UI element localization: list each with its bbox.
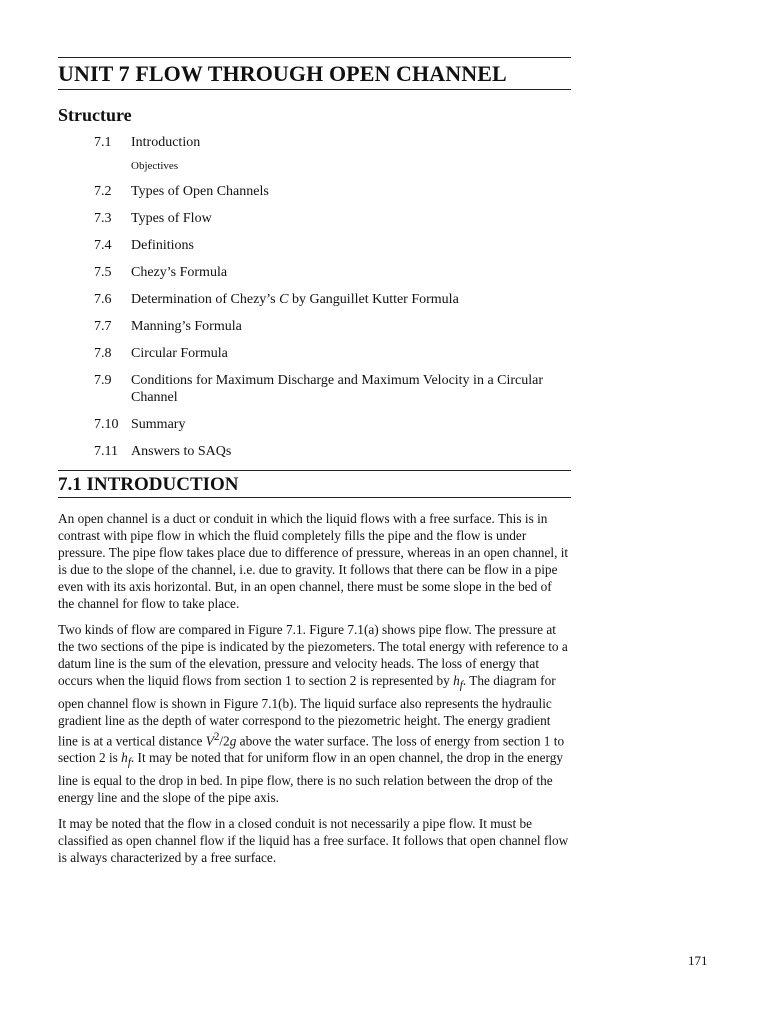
toc-item <box>94 416 571 433</box>
toc-number: 7.5 <box>94 265 112 280</box>
toc-text-part: Determination of Chezy’s <box>131 292 280 307</box>
section-bottom-rule <box>58 497 571 498</box>
toc-item <box>94 291 571 308</box>
paragraph-text: . The diagram for open channel flow is shown in Figure 7.1(b). The liquid surface also represents the hydraulic gradient line as the depth of water correspond to the piezometric height. The energy gradient line is at a vertical distance <box>58 673 556 749</box>
toc-item <box>94 345 571 362</box>
title-rule <box>58 89 571 90</box>
symbol-sub-f: f <box>127 756 131 769</box>
toc-subitem: Objectives <box>131 160 179 172</box>
toc-item <box>94 264 571 281</box>
toc-text-part: by Ganguillet Kutter Formula <box>288 292 459 307</box>
toc-text: Types of Open Channels <box>131 184 269 199</box>
toc-text: Conditions for Maximum Discharge and Maximum Velocity in a Circular Channel <box>131 373 544 405</box>
symbol-h: h <box>121 750 128 766</box>
page-content <box>58 57 571 875</box>
toc-item <box>94 372 571 406</box>
toc-item <box>94 134 571 151</box>
toc-text: Answers to SAQs <box>131 444 232 459</box>
toc-item <box>94 318 571 335</box>
toc-text <box>131 291 571 308</box>
toc-text: Definitions <box>131 238 194 253</box>
symbol-h: h <box>453 673 460 688</box>
toc-number: 7.9 <box>94 373 112 388</box>
paragraph: An open channel is a duct or conduit in which the liquid flows with a free surface. This is in contrast with pipe flow in which the fluid completely fills the pipe and the flow is under pressure. The pipe flow takes place due to difference of pressure, whereas in an open channel, it is due to the slope of the channel, i.e. due to gravity. It follows that there can be flow in a pipe even with its axis horizontal. But, in an open channel, there must be some slope in the bed of the channel for flow to take place. <box>58 511 569 611</box>
symbol-v: V <box>205 733 214 749</box>
symbol-sup: 2 <box>213 730 220 743</box>
paragraph-text: above the water surface. The loss of energy from section 1 to section 2 is <box>58 733 565 766</box>
toc-number: 7.6 <box>94 292 112 307</box>
paragraph-text: Two kinds of flow are compared in Figure 7.1. Figure 7.1(a) shows pipe flow. The pressure at the two sections of the pipe is indicated by the piezometers. The total energy with reference to a datum line is the sum of the elevation, pressure and velocity heads. The loss of energy that occurs when the liquid flows from section 1 to section 2 is represented by <box>58 622 568 688</box>
symbol-rest: /2 <box>219 733 230 749</box>
toc-number: 7.4 <box>94 238 112 253</box>
section-heading: 7.1 INTRODUCTION <box>58 474 239 495</box>
toc-text: Introduction <box>131 135 201 150</box>
section-top-rule <box>58 470 571 471</box>
symbol-g: g <box>229 733 237 749</box>
toc-item <box>94 183 571 200</box>
toc-item <box>94 443 571 460</box>
symbol-sub-f: f <box>459 679 463 692</box>
toc-number: 7.1 <box>94 135 112 150</box>
toc-text: Types of Flow <box>131 211 212 226</box>
toc-number: 7.8 <box>94 346 112 361</box>
toc-text: Manning’s Formula <box>131 319 242 334</box>
paragraph-text: . It may be noted that for uniform flow in an open channel, the drop in the energy line is equal to the drop in bed. In pipe flow, there is no such relation between the drop of the energy line and the slope of the pipe axis. <box>58 750 564 805</box>
top-rule <box>58 57 571 58</box>
toc-item <box>94 237 571 254</box>
paragraph: It may be noted that the flow in a closed conduit is not necessarily a pipe flow. It must be classified as open channel flow if the liquid has a free surface. It follows that open channel flow is always characterized by a free surface. <box>58 815 569 865</box>
toc-number: 7.7 <box>94 319 112 334</box>
toc-text: Summary <box>131 417 186 432</box>
unit-title: UNIT 7 FLOW THROUGH OPEN CHANNEL <box>58 61 507 86</box>
variable-c: C <box>279 292 289 307</box>
toc-number: 7.3 <box>94 211 112 226</box>
toc-number: 7.2 <box>94 184 112 199</box>
paragraph <box>58 621 571 806</box>
page-number: 171 <box>688 953 708 968</box>
toc-item <box>94 210 571 227</box>
structure-heading: Structure <box>58 105 132 125</box>
toc-text: Chezy’s Formula <box>131 265 228 280</box>
body-text <box>58 510 571 866</box>
toc-number: 7.10 <box>94 417 119 432</box>
table-of-contents <box>94 134 571 460</box>
toc-number: 7.11 <box>94 444 118 459</box>
toc-text: Circular Formula <box>131 346 228 361</box>
